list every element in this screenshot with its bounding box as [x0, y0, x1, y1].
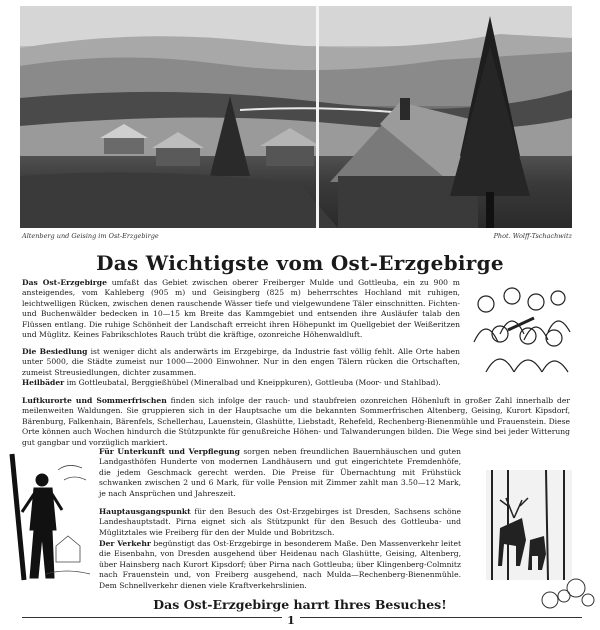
page-number: 1	[282, 614, 300, 627]
section-intro	[22, 278, 460, 340]
closing-slogan: Das Ost-Erzgebirge harrt Ihres Besuches!	[153, 597, 447, 612]
section-hauptausgang-text: für den Besuch des Ost-Erzgebirges ist Dresden, Sachsens schöne Landeshauptstadt. Pirna eignet sich als Stützpunkt für den Besuch des Gottleuba- und Müglitztales wie Freiberg für den der Mulde und Bobritzsch.	[99, 507, 461, 537]
section-besiedlung-text: ist weniger dicht als anderwärts im Erzgebirge, da Industrie fast völlig fehlt. Alle Orte haben unter 5000, die Städte zumeist nur 1000—2000 Einwohner. Nur in den engen Tälern rücken die Ortschaften, zumeist Streusiedlungen, dichter zusammen.	[22, 347, 460, 377]
page-title: Das Wichtigste vom Ost-Erzgebirge	[96, 251, 504, 275]
landscape-photo	[20, 6, 572, 228]
section-heilbaeder-text: im Gottleubatal, Berggießhübel (Mineralbad und Kneippkuren), Gottleuba (Moor- und Stahlbad).	[64, 378, 441, 387]
photo-fold-gap	[316, 6, 319, 228]
section-hauptausgang	[99, 507, 461, 538]
section-hauptausgang-title: Hauptausgangspunkt	[99, 507, 191, 516]
section-unterkunft-text: sorgen neben freundlichen Bauernhäuschen und guten Landgasthöfen Hunderte von modernen Landhäusern und gut eingerichtete Fremdenhöfe, die jedem Geschmack gerecht werden. Die Preise für Übernachtung mit Frühstück schwanken zwischen 2 und 6 Mark, für volle Pension mit Zimmer zahlt man 3.50—12 Mark, je nach Ansprüchen und Jahreszeit.	[99, 447, 461, 498]
skier-icon	[6, 450, 92, 590]
people-group-icon	[464, 282, 576, 374]
landscape-photo-drawing	[20, 6, 572, 228]
section-unterkunft	[99, 447, 461, 499]
section-heilbaeder	[22, 378, 462, 388]
deer-forest-icon	[486, 470, 572, 580]
bubbles-icon	[540, 576, 596, 610]
section-unterkunft-title: Für Unterkunft und Verpflegung	[99, 447, 240, 456]
section-luftkurorte	[22, 396, 570, 448]
section-heilbaeder-title: Heilbäder	[22, 378, 65, 387]
photo-credit: Phot. Wolff-Tschachwitz	[493, 232, 572, 240]
section-luftkurorte-title: Luftkurorte und Sommerfrischen	[22, 396, 167, 405]
section-verkehr	[99, 539, 461, 591]
section-intro-text: umfaßt das Gebiet zwischen oberer Freiberger Mulde und Gottleuba, ein zu 900 m ansteigendes, vom Kahleberg (905 m) und Geisingberg (825 m) beherrschtes Hochland mit ruhigen, leichtwelligen Rücken, zwischen denen rauschende Wässer tiefe und vielgewundene Täler einschnitten. Fichten- und Buchenwälder bedecken in 10—15 km Breite das Kammgebiet und entsenden ihre Ausläufer talab den Flüssen entlang. Die ruhige Schönheit der Landschaft erreicht ihren Höhepunkt im Quellgebiet der Weißeritzen und Müglitz. Keines Fabrikschlotes Rauch trübt die kräftige, ozonreiche Höhenwaldluft.	[22, 278, 460, 340]
section-verkehr-title: Der Verkehr	[99, 539, 151, 548]
photo-caption: Altenberg und Geising im Ost-Erzgebirge	[22, 232, 159, 240]
section-verkehr-text: begünstigt das Ost-Erzgebirge in besonderem Maße. Den Massenverkehr leitet die Eisenbahn, von Dresden ausgehend über Heidenau nach Glashütte, Geising, Altenberg, über Hainsberg nach Kurort Kipsdorf; über Pirna nach Gottleuba; über Klingenberg-Colmnitz nach Frauenstein und, von Freiberg ausgehend, nach Mulda—Rechenberg-Bienenmühle. Dem Schnellverkehr dienen viele Kraftverkehrslinien.	[99, 539, 461, 590]
footer-rule	[22, 617, 582, 618]
section-intro-title: Das Ost-Erzgebirge	[22, 278, 107, 287]
section-besiedlung	[22, 347, 460, 378]
section-luftkurorte-text: finden sich infolge der rauch- und staubfreien ozonreichen Höhenluft in großer Zahl innerhalb der meilenweiten Waldungen. Sie gruppieren sich in der Hauptsache um die bekannten Sommerfrischen Altenberg, Geising, Kurort Kipsdorf, Bärenburg, Falkenhain, Bärenfels, Schellerhau, Lauenstein, Glashütte, Liebstadt, Rehefeld, Rechenberg-Bienenmühle und Frauenstein. Diese Orte können auch Wochen hindurch die Stützpunkte für genußreiche Höhen- und Talwanderungen bilden. Die Wege sind bei jeder Witterung gut gangbar und vorzüglich markiert.	[22, 396, 570, 447]
section-besiedlung-title: Die Besiedlung	[22, 347, 88, 356]
